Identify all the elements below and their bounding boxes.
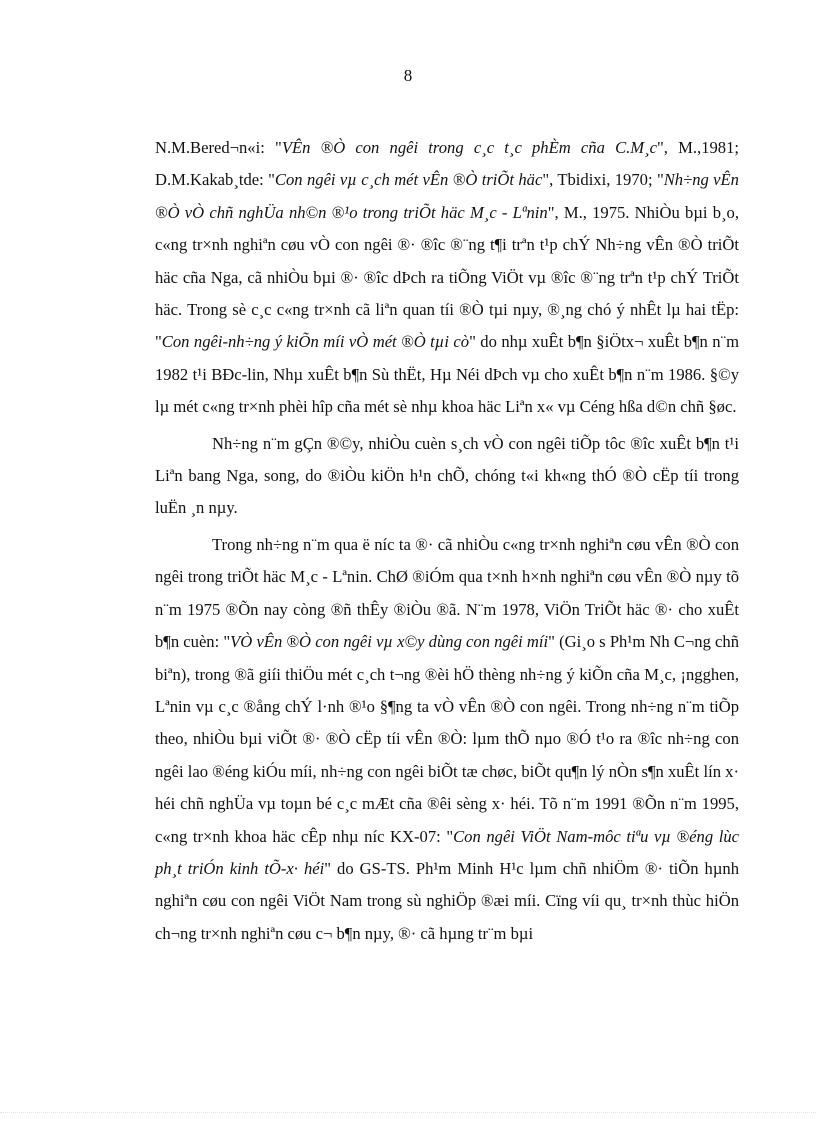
text-run: " (Gi¸o s Ph¹m Nh C¬ng chñ biªn), trong ®ã giíi thiÖu mét c¸ch t¬ng ®èi hÖ thèng nh÷ng ý kiÕn cña M¸c, ¡ngghen, Lªnin vµ c¸c ®ång chÝ l·nh ®¹o §¶ng ta vÒ vÊn ®Ò con ngêi. Trong nh÷ng n¨m tiÕp theo, nhiÒu bµi viÕt ®· ®Ò cËp tíi vÊn ®Ò: lµm thÕ nµo ®Ó t¹o ra ®îc nh÷ng con ngêi lao ®éng kiÓu míi, nh÷ng con ngêi biÕt tæ chøc, biÕt qu¶n lý nÒn s¶n xuÊt lín x· héi chñ nghÜa vµ toµn bé c¸c mÆt cña ®êi sèng x· héi. Tõ n¨m 1991 ®Õn n¨m 1995, c«ng tr×nh khoa häc cÊp nhµ níc KX-07: "	[155, 632, 739, 846]
text-run: Nh÷ng n¨m gÇn ®©y, nhiÒu cuèn s¸ch vÒ con ngêi tiÕp tôc ®îc xuÊt b¶n t¹i Liªn bang Nga, song, do ®iÒu kiÖn h¹n chÕ, chóng t«i kh«ng thÓ ®Ò cËp tíi trong luËn ¸n nµy.	[155, 433, 739, 518]
text-run: ", M.,1981; D.M.Kakab¸tde: "	[155, 138, 739, 190]
text-run: " do nhµ xuÊt b¶n §iÖtx¬ xuÊt b¶n n¨m 1982 t¹i BÐc-lin, Nhµ xuÊt b¶n Sù thËt, Hµ Néi dÞch vµ cho xuÊt b¶n n¨m 1986. §©y lµ mét c«ng tr×nh phèi hîp cña mét sè nhµ khoa häc Liªn x« vµ Céng hßa d©n chñ §øc.	[155, 332, 739, 417]
text-run: ", M., 1975. NhiÒu bµi b¸o, c«ng tr×nh nghiªn cøu vÒ con ngêi ®· ®îc ®¨ng t¶i trªn t¹p chÝ Nh÷ng vÊn ®Ò triÕt häc cña Nga, cã nhiÒu bµi ®· ®îc dÞch ra tiÕng ViÖt vµ ®îc ®¨ng trªn t¹p chÝ TriÕt häc. Trong sè c¸c c«ng tr×nh cã liªn quan tíi ®Ò tµi nµy, ®¸ng chó ý nhÊt lµ hai tËp: "	[155, 202, 739, 352]
text-run: ", Tbidixi, 1970; "	[542, 170, 664, 190]
italic-title-text: Nh÷ng vÊn ®Ò vÒ chñ nghÜa nh©n ®¹o trong triÕt häc M¸c - Lªnin	[155, 170, 739, 222]
paragraph-1	[155, 132, 739, 424]
page-bottom-rule	[0, 1112, 816, 1113]
italic-title-text: Con ngêi-nh÷ng ý kiÕn míi vÒ mét ®Ò tµi cò	[161, 332, 470, 352]
body-text	[155, 132, 739, 954]
text-run: Trong nh÷ng n¨m qua ë níc ta ®· cã nhiÒu c«ng tr×nh nghiªn cøu vÊn ®Ò con ngêi trong triÕt häc M¸c - Lªnin. ChØ ®iÓm qua t×nh h×nh nghiªn cøu vÊn ®Ò nµy tõ n¨m 1975 ®Õn nay còng ®ñ thÊy ®iÒu ®ã. N¨m 1978, ViÖn TriÕt häc ®· cho xuÊt b¶n cuèn: "	[155, 534, 739, 652]
text-run: " do GS-TS. Ph¹m Minh H¹c lµm chñ nhiÖm ®· tiÕn hµnh nghiªn cøu con ngêi ViÖt Nam trong sù nghiÖp ®æi míi. Cïng víi qu¸ tr×nh thùc hiÖn ch¬ng tr×nh nghiªn cøu c¬ b¶n nµy, ®· cã hµng tr¨m bµi	[155, 858, 739, 943]
paragraph-3	[155, 529, 739, 950]
page-number: 8	[403, 66, 413, 85]
italic-title-text: VÊn ®Ò con ngêi trong c¸c t¸c phÈm cña C.M¸c	[281, 138, 658, 157]
text-run: N.M.Bered¬n«i: "	[155, 138, 282, 157]
italic-title-text: VÒ vÊn ®Ò con ngêi vµ x©y dùng con ngêi míi	[230, 632, 549, 652]
italic-title-text: Con ngêi ViÖt Nam-môc tiªu vµ ®éng lùc ph¸t triÓn kinh tÕ-x· héi	[155, 826, 739, 878]
italic-title-text: Con ngêi vµ c¸ch mét vÊn ®Ò triÕt häc	[274, 170, 543, 190]
paragraph-2	[155, 428, 739, 525]
